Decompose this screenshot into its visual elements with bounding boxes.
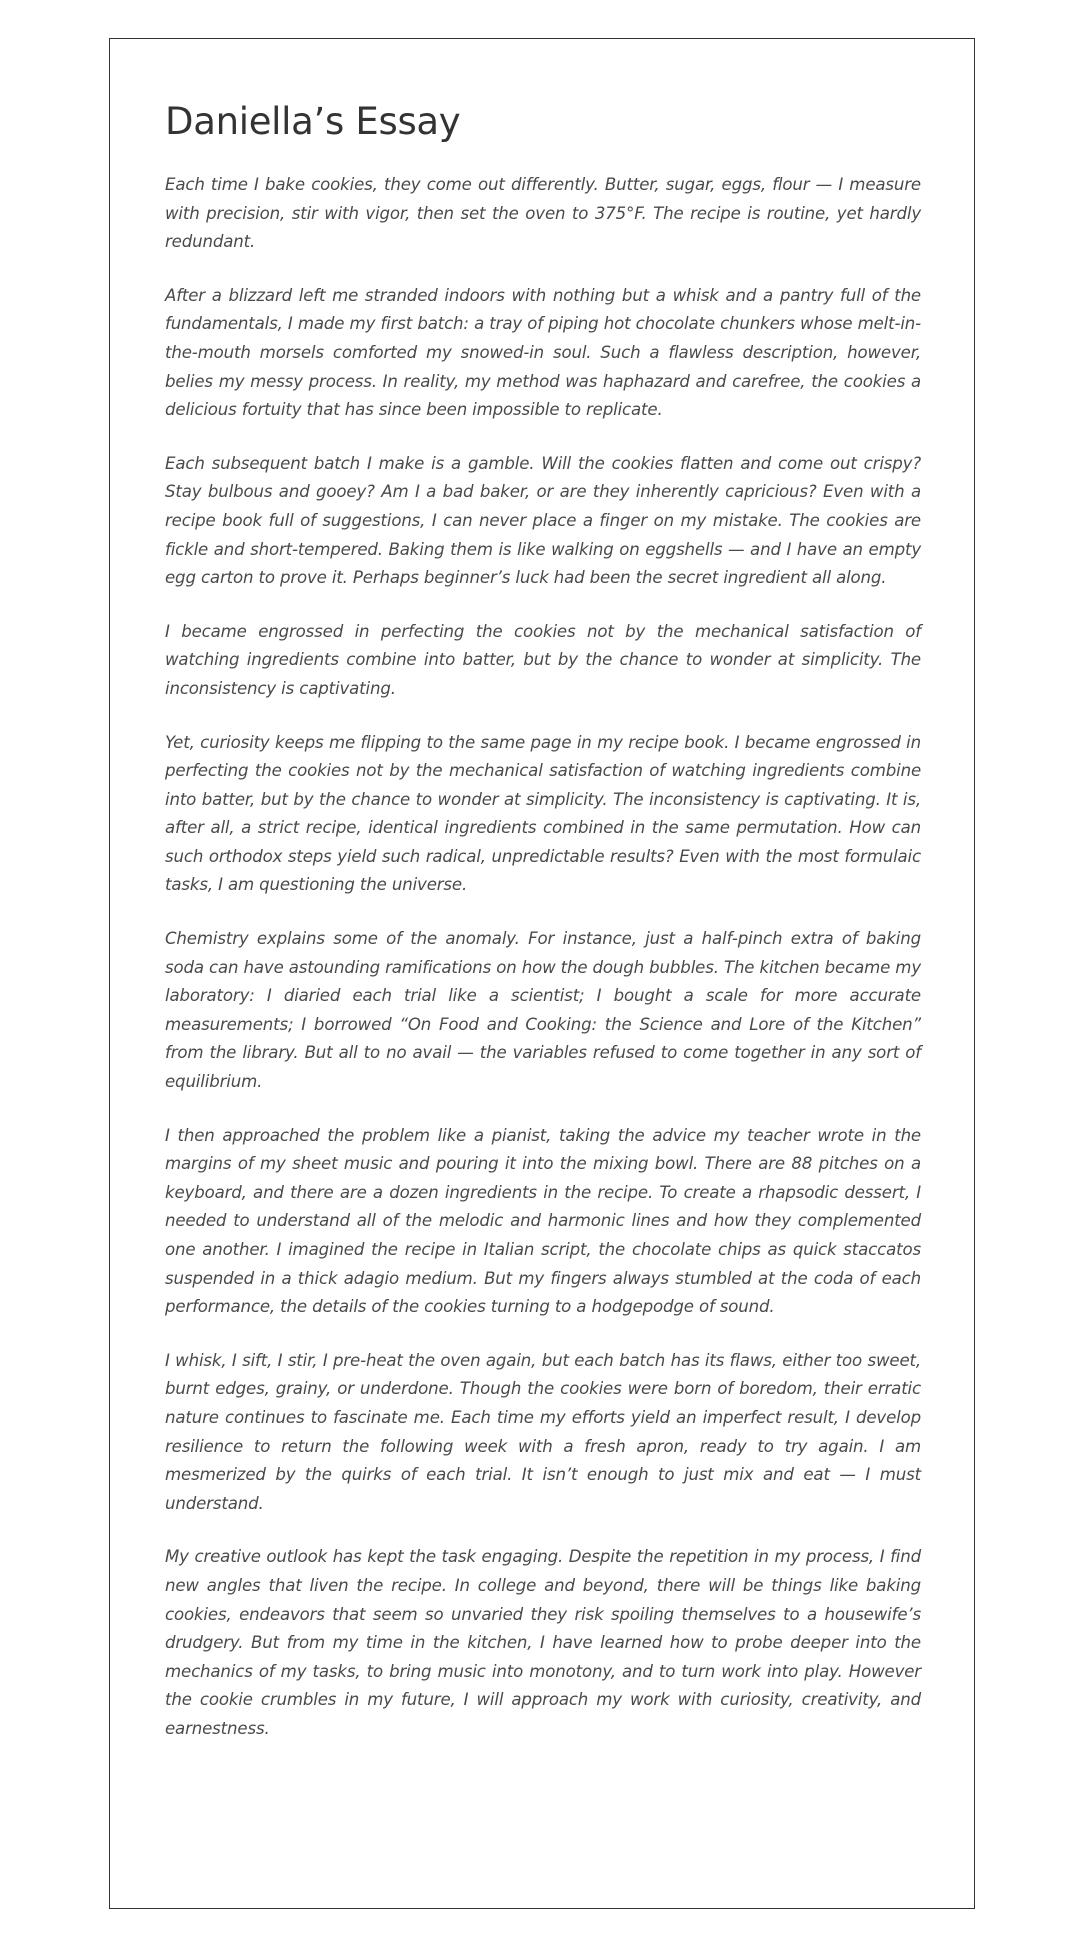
- essay-paragraph-1: Each time I bake cookies, they come out differently. Butter, sugar, eggs, flour — I measure with precision, stir with vigor, then set the oven to 375°F. The recipe is routine, yet hardly redundant.: [165, 175, 921, 252]
- essay-paragraph-4: I became engrossed in perfecting the cookies not by the mechanical satisfaction of watching ingredients combine into batter, but by the chance to wonder at simplicity. The inconsistency is captivating.: [165, 621, 921, 698]
- essay-paragraph-6: Chemistry explains some of the anomaly. For instance, just a half-pinch extra of baking soda can have astounding ramifications on how the dough bubbles. The kitchen became my laboratory: I diaried each trial like a scientist; I bought a scale for more accurate measurements; I borrowed “On Food and Cooking: the Science and Lore of the Kitchen” from the library. But all to no avail — the variables refused to come together in any sort of equilibrium.: [165, 929, 921, 1092]
- essay-page: [109, 38, 975, 1909]
- essay-paragraph-3: Each subsequent batch I make is a gamble. Will the cookies flatten and come out crispy? Stay bulbous and gooey? Am I a bad baker, or are they inherently capricious? Even with a recipe book full of suggestions, I can never place a finger on my mistake. The cookies are fickle and short-tempered. Baking them is like walking on eggshells — and I have an empty egg carton to prove it. Perhaps beginner’s luck had been the secret ingredient all along.: [165, 453, 921, 588]
- essay-paragraph-9: My creative outlook has kept the task engaging. Despite the repetition in my process, I find new angles that liven the recipe. In college and beyond, there will be things like baking cookies, endeavors that seem so unvaried they risk spoiling themselves to a housewife’s drudgery. But from my time in the kitchen, I have learned how to probe deeper into the mechanics of my tasks, to bring music into monotony, and to turn work into play. However the cookie crumbles in my future, I will approach my work with curiosity, creativity, and earnestness.: [165, 1547, 921, 1738]
- essay-paragraph-2: After a blizzard left me stranded indoors with nothing but a whisk and a pantry full of the fundamentals, I made my first batch: a tray of piping hot chocolate chunkers whose melt-in-the-mouth morsels comforted my snowed-in soul. Such a flawless description, however, belies my messy process. In reality, my method was haphazard and carefree, the cookies a delicious fortuity that has since been impossible to replicate.: [165, 285, 921, 420]
- essay-content: [165, 99, 921, 1769]
- essay-paragraph-7: I then approached the problem like a pianist, taking the advice my teacher wrote in the margins of my sheet music and pouring it into the mixing bowl. There are 88 pitches on a keyboard, and there are a dozen ingredients in the recipe. To create a rhapsodic dessert, I needed to understand all of the melodic and harmonic lines and how they complemented one another. I imagined the recipe in Italian script, the chocolate chips as quick staccatos suspended in a thick adagio medium. But my fingers always stumbled at the coda of each performance, the details of the cookies turning to a hodgepodge of sound.: [165, 1125, 921, 1317]
- essay-paragraph-5: Yet, curiosity keeps me flipping to the same page in my recipe book. I became engrossed in perfecting the cookies not by the mechanical satisfaction of watching ingredients combine into batter, but by the chance to wonder at simplicity. The inconsistency is captivating. It is, after all, a strict recipe, identical ingredients combined in the same permutation. How can such orthodox steps yield such radical, unpredictable results? Even with the most formulaic tasks, I am questioning the universe.: [165, 732, 921, 895]
- essay-title: Daniella’s Essay: [165, 100, 461, 143]
- essay-paragraph-8: I whisk, I sift, I stir, I pre-heat the oven again, but each batch has its flaws, either too sweet, burnt edges, grainy, or underdone. Though the cookies were born of boredom, their erratic nature continues to fascinate me. Each time my efforts yield an imperfect result, I develop resilience to return the following week with a fresh apron, ready to try again. I am mesmerized by the quirks of each trial. It isn’t enough to just mix and eat — I must understand.: [165, 1350, 921, 1513]
